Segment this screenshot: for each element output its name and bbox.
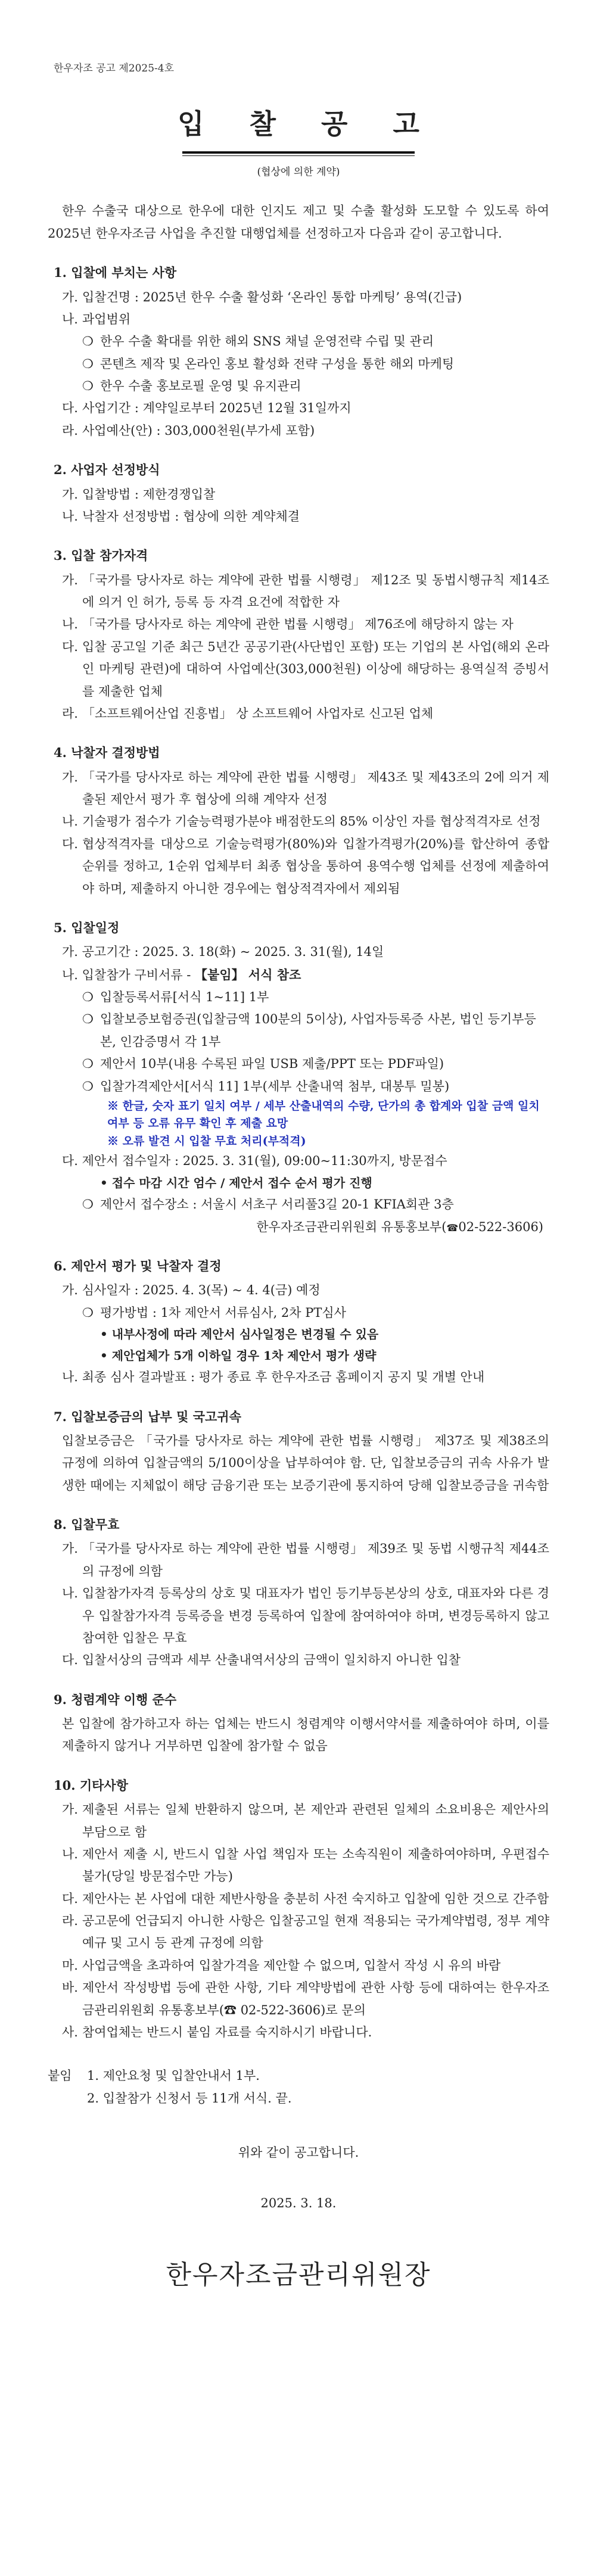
item-text: 「국가를 당사자로 하는 계약에 관한 법률 시행령」 제12조 및 동법시행규칙 제14조에 의거 인 허가, 등록 등 자격 요건에 적합한 자 <box>82 572 549 609</box>
item-marker: 가. <box>62 572 78 587</box>
item-marker: 다. <box>62 639 78 654</box>
doc-item: 입찰가격제안서[서식 11] 1부(세부 산출내역 첨부, 대봉투 밀봉) <box>100 1079 450 1094</box>
title-underline <box>182 151 415 156</box>
item-marker: 나. <box>62 814 78 829</box>
item-text: 참여업체는 반드시 붙임 자료를 숙지하시기 바랍니다. <box>82 2024 372 2039</box>
section-title: 2. 사업자 선정방식 <box>54 462 160 478</box>
section-misc <box>48 1774 549 2044</box>
item-text: 기술평가 점수가 기술능력평가분야 배점한도의 85% 이상인 자를 협상적격자로 선정 <box>82 814 541 829</box>
list-item <box>48 1910 549 1955</box>
phone-icon: ☎ <box>446 1222 459 1234</box>
list-item <box>48 941 549 963</box>
section-title: 4. 낙찰자 결정방법 <box>54 745 160 761</box>
item-marker: 라. <box>62 423 78 438</box>
submit-place: 제안서 접수장소 : 서울시 서초구 서리풀3길 20-1 KFIA회관 3층 <box>100 1197 454 1212</box>
warning-note: ※ 한글, 숫자 표기 일치 여부 / 세부 산출내역의 수량, 단가의 총 합계와 입찰 금액 일치 여부 등 오류 유무 확인 후 제출 요망 <box>107 1099 540 1130</box>
list-item <box>48 767 549 811</box>
item-marker: 라. <box>62 706 78 721</box>
emphasis-text: • 접수 마감 시간 엄수 / 제안서 접수 순서 평가 진행 <box>100 1175 372 1190</box>
list-item <box>48 1888 549 1910</box>
list-item <box>48 569 549 614</box>
item-text: 콘텐츠 제작 및 온라인 홍보 활성화 전략 구성을 통한 해외 마케팅 <box>100 356 455 371</box>
contact-phone: 02-522-3606) <box>458 1219 543 1234</box>
section-paragraph: 본 입찰에 참가하고자 하는 업체는 반드시 청렴계약 이행서약서를 제출하여야 하며, 이를 제출하지 않거나 거부하면 입찰에 참가할 수 없음 <box>62 1717 549 1753</box>
emphasis-line <box>48 1324 549 1345</box>
attachment-spacer <box>48 2088 87 2110</box>
list-item <box>48 1955 549 1977</box>
section-title: 3. 입찰 참가자격 <box>54 548 148 563</box>
section-items <box>48 1538 549 1671</box>
emphasis-text: • 제안업체가 5개 이하일 경우 1차 제안서 평가 생략 <box>100 1348 377 1363</box>
item-text: 입찰방법 : 제한경쟁입찰 <box>82 487 216 502</box>
review-date: 가. 심사일자 : 2025. 4. 3(목) ~ 4. 4(금) 예정 <box>62 1283 321 1298</box>
emphasis-line <box>48 1173 549 1194</box>
intro-paragraph: 한우 수출국 대상으로 한우에 대한 인지도 제고 및 수출 활성화 도모할 수 있도록 하여 2025년 한우자조금 사업을 추진할 대행업체를 선정하고자 다음과 같이 공고합니다. <box>48 204 549 241</box>
item-text: 사업기간 : 계약일로부터 2025년 12월 31일까지 <box>82 401 352 416</box>
bullet-icon: ❍ <box>82 1079 94 1094</box>
list-item <box>48 1649 549 1671</box>
list-item <box>48 309 549 331</box>
section-invalid-bid <box>48 1513 549 1672</box>
item-text: 사업금액을 초과하여 입찰가격을 제안할 수 없으며, 입찰서 작성 시 유의 바람 <box>82 1958 501 1973</box>
list-item <box>48 353 549 375</box>
item-marker: 나. <box>62 1586 78 1601</box>
item-text: 사업예산(안) : 303,000천원(부가세 포함) <box>82 423 315 438</box>
list-item <box>48 703 549 725</box>
list-item <box>48 1366 549 1388</box>
section-block <box>48 261 549 442</box>
attachment-label: 붙임 <box>48 2069 72 2083</box>
page-subtitle: (협상에 의한 계약) <box>257 166 340 179</box>
list-item <box>48 1053 549 1075</box>
list-item <box>48 1843 549 1888</box>
item-marker: 마. <box>62 1958 78 1973</box>
docs-head-text: 나. 입찰참가 구비서류 - <box>62 967 195 982</box>
section-items <box>48 1799 549 2044</box>
item-text: 「소프트웨어산업 진흥법」 상 소프트웨어 사업자로 신고된 업체 <box>82 706 434 721</box>
item-marker: 가. <box>62 1541 78 1556</box>
bullet-icon: ❍ <box>82 1197 94 1212</box>
item-marker: 다. <box>62 1653 78 1668</box>
list-item <box>48 1076 549 1098</box>
list-item <box>48 613 549 636</box>
section-title: 7. 입찰보증금의 납부 및 국고귀속 <box>54 1409 241 1424</box>
item-marker: 사. <box>62 2024 78 2039</box>
signer-name: 한우자조금관리위원장 <box>166 2259 431 2290</box>
list-item <box>48 484 549 506</box>
item-marker: 다. <box>62 836 78 851</box>
section-title: 6. 제안서 평가 및 낙찰자 결정 <box>54 1258 222 1273</box>
list-item <box>48 1538 549 1583</box>
attachments <box>48 2065 549 2110</box>
section-block <box>48 544 549 725</box>
item-marker: 나. <box>62 509 78 524</box>
item-text: 제안서 작성방법 등에 관한 사항, 기타 계약방법에 관한 사항 등에 대하여는 한우자조금관리위원회 유통홍보부(☎ 02-522-3606)로 문의 <box>82 1980 549 2017</box>
item-marker: 나. <box>62 1846 78 1861</box>
review-method: 평가방법 : 1차 제안서 서류심사, 2차 PT심사 <box>100 1305 346 1320</box>
closing-text: 위와 같이 공고합니다. <box>238 2145 359 2160</box>
item-marker: 바. <box>62 1980 78 1995</box>
list-item <box>48 286 549 309</box>
item-marker: 가. <box>62 1802 78 1817</box>
list-item <box>48 964 549 986</box>
section-title: 10. 기타사항 <box>54 1777 128 1793</box>
docs-head-bold: 【붙임】 서식 참조 <box>195 967 301 982</box>
item-text: 「국가를 당사자로 하는 계약에 관한 법률 시행령」 제39조 및 동법 시행규칙 제44조의 규정에 의함 <box>82 1541 549 1578</box>
bullet-icon: ❍ <box>82 1012 94 1027</box>
list-item <box>48 375 549 397</box>
item-text: 입찰 공고일 기준 최근 5년간 공공기관(사단법인 포함) 또는 기업의 본 사업(해외 온라인 마케팅 관련)에 대하여 사업예산(303,000천원) 이상에 해당하는 용역실적 증빙서를 제출한 업체 <box>82 639 549 699</box>
doc-item: 입찰보증보험증권(입찰금액 100분의 5이상), 사업자등록증 사본, 법인 등기부등본, 인감증명서 각 1부 <box>100 1012 536 1049</box>
submit-period: 다. 제안서 접수일자 : 2025. 3. 31(월), 09:00~11:30까지, 방문접수 <box>62 1154 447 1169</box>
item-text: 한우 수출 홍보로필 운영 및 유지관리 <box>100 379 301 393</box>
item-text: 「국가를 당사자로 하는 계약에 관한 법률 시행령」 제43조 및 제43조의 2에 의거 제출된 제안서 평가 후 협상에 의해 계약자 선정 <box>82 770 549 806</box>
list-item <box>48 331 549 353</box>
bullet-icon: ❍ <box>82 1057 94 1071</box>
emphasis-text: • 내부사정에 따라 제안서 심사일정은 변경될 수 있음 <box>100 1327 379 1342</box>
section-block <box>48 742 549 900</box>
bullet-icon: ❍ <box>82 334 94 349</box>
item-marker: 가. <box>62 487 78 502</box>
section-deposit <box>48 1406 549 1497</box>
item-text: 입찰참가자격 등록상의 상호 및 대표자가 법인 등기부등본상의 상호, 대표자와 다른 경우 입찰참가자격 등록증을 변경 등록하여 입찰에 참여하여야 하며, 변경등록하지 않고 참여한 입찰은 무효 <box>82 1586 549 1645</box>
item-text: 공고문에 언급되지 아니한 사항은 입찰공고일 현재 적용되는 국가계약법령, 정부 계약예규 및 고시 등 관계 규정에 의함 <box>82 1914 549 1951</box>
sections-1-4 <box>48 261 549 900</box>
item-marker: 라. <box>62 1914 78 1929</box>
item-marker: 가. <box>62 770 78 784</box>
list-item <box>48 397 549 419</box>
page-title: 입 찰 공 고 <box>178 108 437 141</box>
section-integrity <box>48 1689 549 1758</box>
section-title: 8. 입찰무효 <box>54 1517 120 1532</box>
doc-item: 제안서 10부(내용 수록된 파일 USB 제출/PPT 또는 PDF파일) <box>100 1057 444 1071</box>
list-item <box>48 2021 549 2044</box>
item-text: 제안사는 본 사업에 대한 제반사항을 충분히 사전 숙지하고 입찰에 임한 것으로 간주함 <box>82 1891 549 1906</box>
list-item <box>48 811 549 833</box>
warning-note: ※ 오류 발견 시 입찰 무효 처리(부적격) <box>107 1134 306 1148</box>
section-title: 9. 청렴계약 이행 준수 <box>54 1692 177 1707</box>
required-docs-heading <box>62 964 549 986</box>
result-announcement: 나. 최종 심사 결과발표 : 평가 종료 후 한우자조금 홈페이지 공지 및 개별 안내 <box>62 1370 485 1385</box>
list-item <box>48 1583 549 1649</box>
item-text: 입찰건명 : 2025년 한우 수출 활성화 ‘온라인 통합 마케팅’ 용역(긴급) <box>82 289 462 304</box>
contact-line <box>48 1216 549 1238</box>
list-item <box>48 986 549 1008</box>
attachment-item: 1. 제안요청 및 입찰안내서 1부. <box>87 2069 260 2083</box>
item-text: 제안서 제출 시, 반드시 입찰 사업 책임자 또는 소속직원이 제출하여야하며, 우편접수 불가(당일 방문접수만 가능) <box>82 1846 549 1884</box>
list-item <box>48 1799 549 1843</box>
list-item <box>48 1150 549 1172</box>
item-marker: 나. <box>62 617 78 632</box>
announce-date: 2025. 3. 18. <box>260 2196 337 2211</box>
list-item <box>48 1279 549 1301</box>
item-text: 낙찰자 선정방법 : 협상에 의한 계약체결 <box>82 509 300 524</box>
item-marker: 나. <box>62 312 78 326</box>
item-text: 협상적격자를 대상으로 기술능력평가(80%)와 입찰가격평가(20%)를 합산하여 종합순위를 정하고, 1순위 업체부터 최종 협상을 통하여 용역수행 업체를 선정에 제출하여야 하며, 제출하지 아니한 경우에는 협상적격자에서 제외됨 <box>82 836 549 896</box>
list-item <box>48 1977 549 2021</box>
bullet-icon: ❍ <box>82 990 94 1004</box>
list-item <box>48 1194 549 1216</box>
list-item <box>48 1302 549 1324</box>
item-marker: 가. <box>62 289 78 304</box>
list-item <box>48 833 549 900</box>
list-item <box>48 420 549 442</box>
item-text: 입찰서상의 금액과 세부 산출내역서상의 금액이 일치하지 아니한 입찰 <box>82 1653 461 1668</box>
section-title: 5. 입찰일정 <box>54 920 120 935</box>
item-marker: 다. <box>62 401 78 416</box>
attachment-row <box>48 2088 549 2110</box>
list-item <box>48 506 549 528</box>
item-text: 과업범위 <box>82 312 131 326</box>
section-schedule <box>48 917 549 1238</box>
list-item <box>48 636 549 703</box>
bullet-icon: ❍ <box>82 1305 94 1320</box>
bullet-icon: ❍ <box>82 356 94 371</box>
section-evaluation <box>48 1255 549 1389</box>
document-number: 한우자조 공고 제2025-4호 <box>54 63 175 74</box>
list-item <box>48 1008 549 1053</box>
section-title: 1. 입찰에 부치는 사항 <box>54 265 177 281</box>
attachment-row <box>48 2065 549 2087</box>
announce-period: 가. 공고기간 : 2025. 3. 18(화) ~ 2025. 3. 31(월), 14일 <box>62 945 384 960</box>
emphasis-line <box>48 1345 549 1367</box>
doc-item: 입찰등록서류[서식 1~11] 1부 <box>100 990 269 1004</box>
attachment-item: 2. 입찰참가 신청서 등 11개 서식. 끝. <box>87 2091 292 2105</box>
contact-org: 한우자조금관리위원회 유통홍보부( <box>256 1219 447 1234</box>
section-paragraph: 입찰보증금은 「국가를 당사자로 하는 계약에 관한 법률 시행령」 제37조 및 제38조의 규정에 의하여 입찰금액의 5/100이상을 납부하여야 함. 단, 입찰보증금의 귀속 사유가 발생한 때에는 지체없이 해당 금융기관 또는 보증기관에 통지하여 당해 입찰보증금을 귀속함 <box>62 1433 549 1493</box>
bullet-icon: ❍ <box>82 379 94 393</box>
item-text: 한우 수출 확대를 위한 해외 SNS 채널 운영전략 수립 및 관리 <box>100 334 434 349</box>
item-text: 「국가를 당사자로 하는 계약에 관한 법률 시행령」 제76조에 해당하지 않는 자 <box>82 617 514 632</box>
section-block <box>48 459 549 528</box>
item-marker: 다. <box>62 1891 78 1906</box>
item-text: 제출된 서류는 일체 반환하지 않으며, 본 제안과 관련된 일체의 소요비용은 제안사의 부담으로 함 <box>82 1802 549 1839</box>
